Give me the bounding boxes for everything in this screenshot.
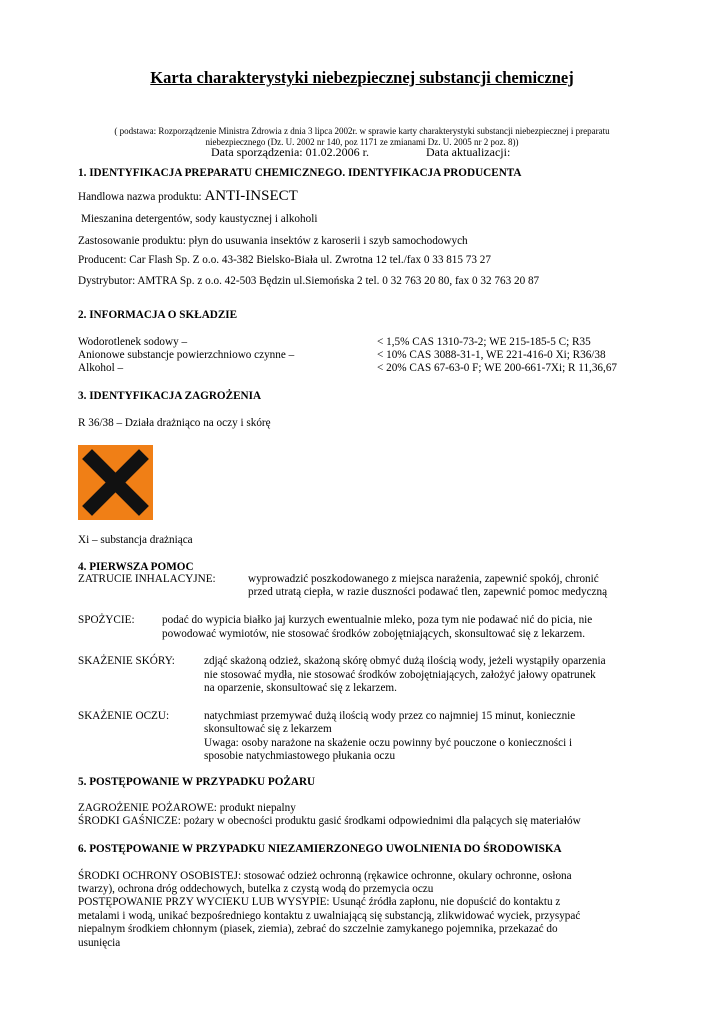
section-6-heading: 6. POSTĘPOWANIE W PRZYPADKU NIEZAMIERZONEGO UWOLNIENIA DO ŚRODOWISKA bbox=[78, 843, 562, 855]
extinguishing-media: ŚRODKI GAŚNICZE: pożary w obecności produktu gasić środkami odpowiednimi dla palących się materiałów bbox=[78, 815, 581, 827]
date-updated: Data aktualizacji: bbox=[426, 145, 511, 159]
release-text: POSTĘPOWANIE PRZY WYCIEKU LUB WYSYPIE: Usunąć źródła zapłonu, nie dopuścić do kontaktu z bbox=[78, 896, 561, 908]
composition-value: < 1,5% CAS 1310-73-2; WE 215-185-5 C; R35 bbox=[377, 336, 591, 348]
product-use: Zastosowanie produktu: płyn do usuwania insektów z karoserii i szyb samochodowych bbox=[78, 235, 468, 247]
section-3-heading: 3. IDENTYFIKACJA ZAGROŻENIA bbox=[78, 390, 262, 402]
release-text: twarzy), ochrona dróg oddechowych, butelka z czystą wodą do przemycia oczu bbox=[78, 883, 434, 895]
ingestion-label: SPOŻYCIE: bbox=[78, 614, 135, 626]
section-1-heading: 1. IDENTYFIKACJA PREPARATU CHEMICZNEGO. IDENTYFIKACJA PRODUCENTA bbox=[78, 167, 522, 179]
release-text: usunięcia bbox=[78, 937, 121, 949]
skin-text: na oparzenie, skonsultować się z lekarzem. bbox=[204, 682, 397, 694]
ingestion-text: powodować wymiotów, nie stosować środków zobojętniających, skonsultować się z lekarzem. bbox=[162, 628, 586, 640]
skin-label: SKAŻENIE SKÓRY: bbox=[78, 655, 175, 667]
ingestion-text: podać do wypicia białko jaj kurzych ewentualnie mleko, poza tym nie podawać nić do picia, nie bbox=[162, 614, 593, 626]
eye-text: natychmiast przemywać dużą ilością wody przez co najmniej 15 minut, koniecznie bbox=[204, 710, 576, 722]
eye-label: SKAŻENIE OCZU: bbox=[78, 710, 170, 722]
skin-text: zdjąć skażoną odzież, skażoną skórę obmyć dużą ilością wody, jeżeli wystąpiły oparzenia bbox=[204, 655, 606, 667]
date-prepared: Data sporządzenia: 01.02.2006 r. bbox=[211, 145, 369, 159]
release-text: niepalnym środkiem chłonnym (piasek, ziemia), zebrać do szczelnie zamykanego pojemnika, przekazać do bbox=[78, 923, 558, 935]
composition-value: < 20% CAS 67-63-0 F; WE 200-661-7Xi; R 11,36,67 bbox=[377, 362, 618, 374]
mixture-description: Mieszanina detergentów, sody kaustycznej i alkoholi bbox=[81, 213, 318, 225]
distributor-info: Dystrybutor: AMTRA Sp. z o.o. 42-503 Będzin ul.Siemońska 2 tel. 0 32 763 20 80, fax 0 32 763 20 87 bbox=[78, 275, 540, 287]
fire-hazard: ZAGROŻENIE POŻAROWE: produkt niepalny bbox=[78, 802, 296, 814]
trade-name-label: Handlowa nazwa produktu: bbox=[78, 191, 202, 203]
section-5-heading: 5. POSTĘPOWANIE W PRZYPADKU POŻARU bbox=[78, 776, 316, 788]
skin-text: nie stosować mydła, nie stosować środków zobojętniających, założyć jałowy opatrunek bbox=[204, 669, 596, 681]
release-text: ŚRODKI OCHRONY OSOBISTEJ: stosować odzież ochronną (rękawice ochronne, okulary ochronne, osłona bbox=[78, 870, 572, 882]
section-2-heading: 2. INFORMACJA O SKŁADZIE bbox=[78, 309, 238, 321]
legal-basis-line: niebezpiecznego (Dz. U. 2002 nr 140, poz 1171 ze zmianami Dz. U. 2005 nr 2 poz. 8)) bbox=[205, 137, 519, 147]
eye-text: sposobie natychmiastowego płukania oczu bbox=[204, 750, 396, 762]
document-title: Karta charakterystyki niebezpiecznej substancji chemicznej bbox=[150, 68, 574, 87]
xi-irritant-cross-icon bbox=[78, 445, 153, 520]
producer-info: Producent: Car Flash Sp. Z o.o. 43-382 Bielsko-Biała ul. Zwrotna 12 tel./fax 0 33 815 73 27 bbox=[78, 254, 491, 266]
composition-name: Alkohol – bbox=[78, 362, 124, 374]
composition-name: Anionowe substancje powierzchniowo czynne – bbox=[78, 349, 295, 361]
inhalation-label: ZATRUCIE INHALACYJNE: bbox=[78, 573, 216, 585]
section-4-heading: 4. PIERWSZA POMOC bbox=[78, 561, 194, 573]
inhalation-text: przed utratą ciepła, w razie duszności podawać tlen, zapewnić pomoc medyczną bbox=[248, 586, 608, 598]
inhalation-text: wyprowadzić poszkodowanego z miejsca narażenia, zapewnić spokój, chronić bbox=[248, 573, 599, 585]
risk-phrase: R 36/38 – Działa drażniąco na oczy i skórę bbox=[78, 417, 271, 429]
symbol-caption: Xi – substancja drażniąca bbox=[78, 534, 193, 546]
trade-name-row bbox=[78, 190, 298, 204]
eye-text: Uwaga: osoby narażone na skażenie oczu powinny być pouczone o konieczności i bbox=[204, 737, 573, 749]
legal-basis-line: ( podstawa: Rozporządzenie Ministra Zdrowia z dnia 3 lipca 2002r. w sprawie karty charakterystyki substancji niebezpiecznej i preparatu bbox=[114, 126, 610, 136]
composition-name: Wodorotlenek sodowy – bbox=[78, 336, 188, 348]
release-text: metalami i wodą, unikać bezpośredniego kontaktu z uwalniającą się substancją, zlikwidować wyciek, przysypać bbox=[78, 910, 581, 922]
composition-value: < 10% CAS 3088-31-1, WE 221-416-0 Xi; R36/38 bbox=[377, 349, 606, 361]
eye-text: skonsultować się z lekarzem bbox=[204, 723, 332, 735]
trade-name: ANTI-INSECT bbox=[204, 188, 298, 204]
